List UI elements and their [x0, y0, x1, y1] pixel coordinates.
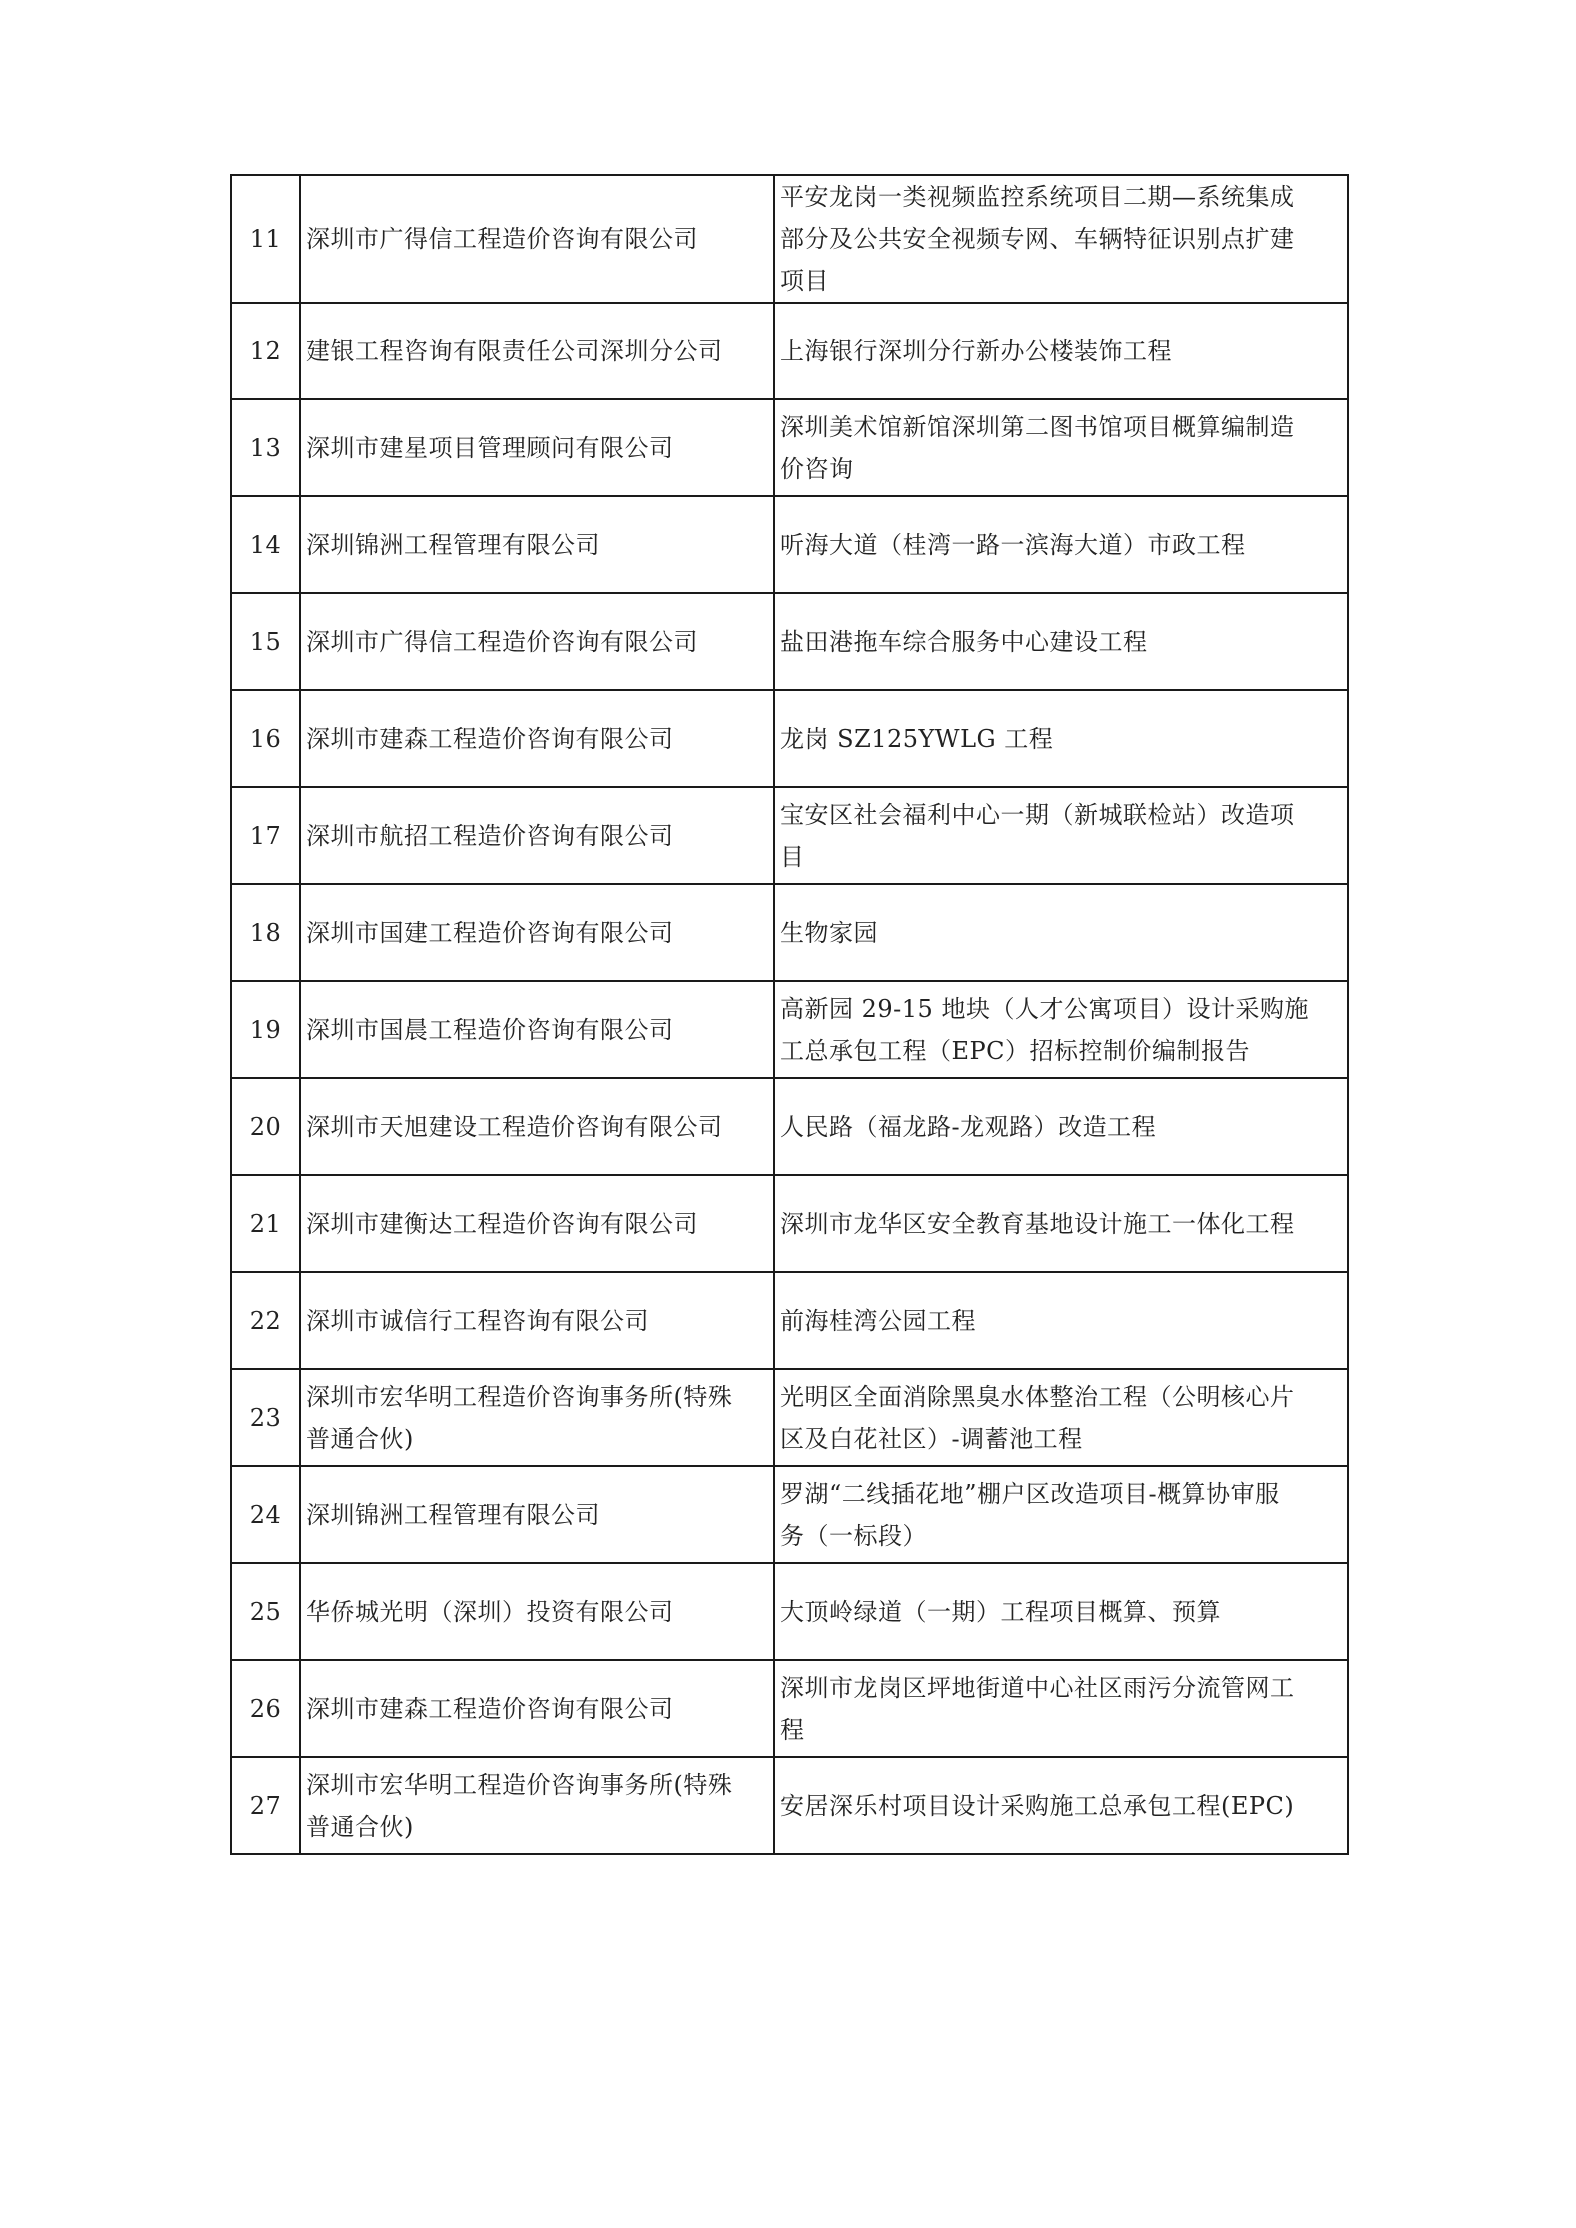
project-cell — [774, 787, 1348, 884]
table-row — [231, 690, 1348, 787]
row-number-cell: 16 — [231, 690, 300, 787]
row-number-cell: 15 — [231, 593, 300, 690]
table-row — [231, 399, 1348, 496]
table-row — [231, 787, 1348, 884]
project-name: 深圳美术馆新馆深圳第二图书馆项目概算编制造 价咨询 — [780, 412, 1295, 483]
table-row — [231, 593, 1348, 690]
row-number-cell: 27 — [231, 1757, 300, 1854]
project-cell — [774, 1466, 1348, 1563]
row-number-cell: 21 — [231, 1175, 300, 1272]
company-name: 深圳市国建工程造价咨询有限公司 — [306, 918, 674, 947]
company-cell — [300, 787, 774, 884]
company-name: 深圳市诚信行工程咨询有限公司 — [306, 1306, 649, 1335]
project-cell — [774, 690, 1348, 787]
row-number-cell: 13 — [231, 399, 300, 496]
company-name: 深圳市国晨工程造价咨询有限公司 — [306, 1015, 674, 1044]
table-row — [231, 1757, 1348, 1854]
project-cell — [774, 496, 1348, 593]
project-cell — [774, 399, 1348, 496]
project-cell — [774, 593, 1348, 690]
project-name: 盐田港拖车综合服务中心建设工程 — [780, 627, 1148, 656]
table-row — [231, 496, 1348, 593]
table-row — [231, 1175, 1348, 1272]
project-cell — [774, 1175, 1348, 1272]
project-name: 听海大道（桂湾一路一滨海大道）市政工程 — [780, 530, 1246, 559]
table-row — [231, 1078, 1348, 1175]
company-name: 深圳市天旭建设工程造价咨询有限公司 — [306, 1112, 723, 1141]
project-name: 高新园 29-15 地块（人才公寓项目）设计采购施 工总承包工程（EPC）招标控制价编制报告 — [780, 994, 1309, 1065]
company-name: 深圳市建森工程造价咨询有限公司 — [306, 724, 674, 753]
company-cell — [300, 1757, 774, 1854]
company-cell — [300, 1466, 774, 1563]
project-name: 宝安区社会福利中心一期（新城联检站）改造项 目 — [780, 800, 1295, 871]
row-number-cell: 22 — [231, 1272, 300, 1369]
project-name: 大顶岭绿道（一期）工程项目概算、预算 — [780, 1597, 1221, 1626]
company-name: 深圳市建星项目管理顾问有限公司 — [306, 433, 674, 462]
project-cell — [774, 884, 1348, 981]
project-cell — [774, 1660, 1348, 1757]
company-name: 深圳锦洲工程管理有限公司 — [306, 1500, 600, 1529]
company-cell — [300, 690, 774, 787]
company-name: 深圳市广得信工程造价咨询有限公司 — [306, 627, 698, 656]
row-number-cell: 24 — [231, 1466, 300, 1563]
row-number-cell: 19 — [231, 981, 300, 1078]
project-cell — [774, 1078, 1348, 1175]
row-number-cell: 12 — [231, 303, 300, 399]
table-row — [231, 1563, 1348, 1660]
company-name: 深圳市建衡达工程造价咨询有限公司 — [306, 1209, 698, 1238]
company-cell — [300, 1660, 774, 1757]
project-name: 生物家园 — [780, 918, 878, 947]
project-name: 前海桂湾公园工程 — [780, 1306, 976, 1335]
project-cell — [774, 981, 1348, 1078]
row-number-cell: 14 — [231, 496, 300, 593]
project-name: 深圳市龙岗区坪地街道中心社区雨污分流管网工 程 — [780, 1673, 1295, 1744]
project-cell — [774, 1563, 1348, 1660]
company-name: 深圳市航招工程造价咨询有限公司 — [306, 821, 674, 850]
company-cell — [300, 1563, 774, 1660]
row-number-cell: 11 — [231, 175, 300, 303]
table-row — [231, 981, 1348, 1078]
row-number-cell: 20 — [231, 1078, 300, 1175]
company-cell — [300, 1078, 774, 1175]
company-cell — [300, 884, 774, 981]
project-name: 罗湖“二线插花地”棚户区改造项目-概算协审服 务（一标段） — [780, 1479, 1280, 1550]
company-name: 深圳市宏华明工程造价咨询事务所(特殊 普通合伙) — [306, 1770, 733, 1841]
row-number-cell: 18 — [231, 884, 300, 981]
project-cell — [774, 1757, 1348, 1854]
project-name: 安居深乐村项目设计采购施工总承包工程(EPC) — [780, 1791, 1295, 1820]
company-cell — [300, 1369, 774, 1466]
company-name: 华侨城光明（深圳）投资有限公司 — [306, 1597, 674, 1626]
project-cell — [774, 1369, 1348, 1466]
table-row — [231, 1660, 1348, 1757]
project-name: 深圳市龙华区安全教育基地设计施工一体化工程 — [780, 1209, 1295, 1238]
project-name: 光明区全面消除黑臭水体整治工程（公明核心片 区及白花社区）-调蓄池工程 — [780, 1382, 1295, 1453]
project-cell — [774, 175, 1348, 303]
company-cell — [300, 593, 774, 690]
row-number-cell: 25 — [231, 1563, 300, 1660]
company-cell — [300, 175, 774, 303]
company-cell — [300, 303, 774, 399]
project-name: 龙岗 SZ125YWLG 工程 — [780, 724, 1054, 753]
company-name: 深圳锦洲工程管理有限公司 — [306, 530, 600, 559]
company-name: 建银工程咨询有限责任公司深圳分公司 — [306, 337, 723, 365]
row-number-cell: 26 — [231, 1660, 300, 1757]
company-name: 深圳市宏华明工程造价咨询事务所(特殊 普通合伙) — [306, 1382, 733, 1453]
project-name: 平安龙岗一类视频监控系统项目二期—系统集成 部分及公共安全视频专网、车辆特征识别点扩建 项目 — [780, 183, 1295, 295]
table-row — [231, 884, 1348, 981]
table-row — [231, 175, 1348, 303]
table-row — [231, 303, 1348, 399]
row-number-cell: 17 — [231, 787, 300, 884]
project-name: 上海银行深圳分行新办公楼装饰工程 — [780, 337, 1172, 365]
project-cell — [774, 303, 1348, 399]
company-cell — [300, 496, 774, 593]
company-name: 深圳市广得信工程造价咨询有限公司 — [306, 225, 698, 253]
table-row — [231, 1466, 1348, 1563]
table-body — [231, 175, 1348, 1854]
company-cell — [300, 399, 774, 496]
project-name: 人民路（福龙路-龙观路）改造工程 — [780, 1112, 1157, 1141]
project-cell — [774, 1272, 1348, 1369]
company-cell — [300, 981, 774, 1078]
company-cell — [300, 1175, 774, 1272]
project-table — [230, 174, 1349, 1855]
company-name: 深圳市建森工程造价咨询有限公司 — [306, 1694, 674, 1723]
row-number-cell: 23 — [231, 1369, 300, 1466]
table-row — [231, 1272, 1348, 1369]
table-row — [231, 1369, 1348, 1466]
company-cell — [300, 1272, 774, 1369]
